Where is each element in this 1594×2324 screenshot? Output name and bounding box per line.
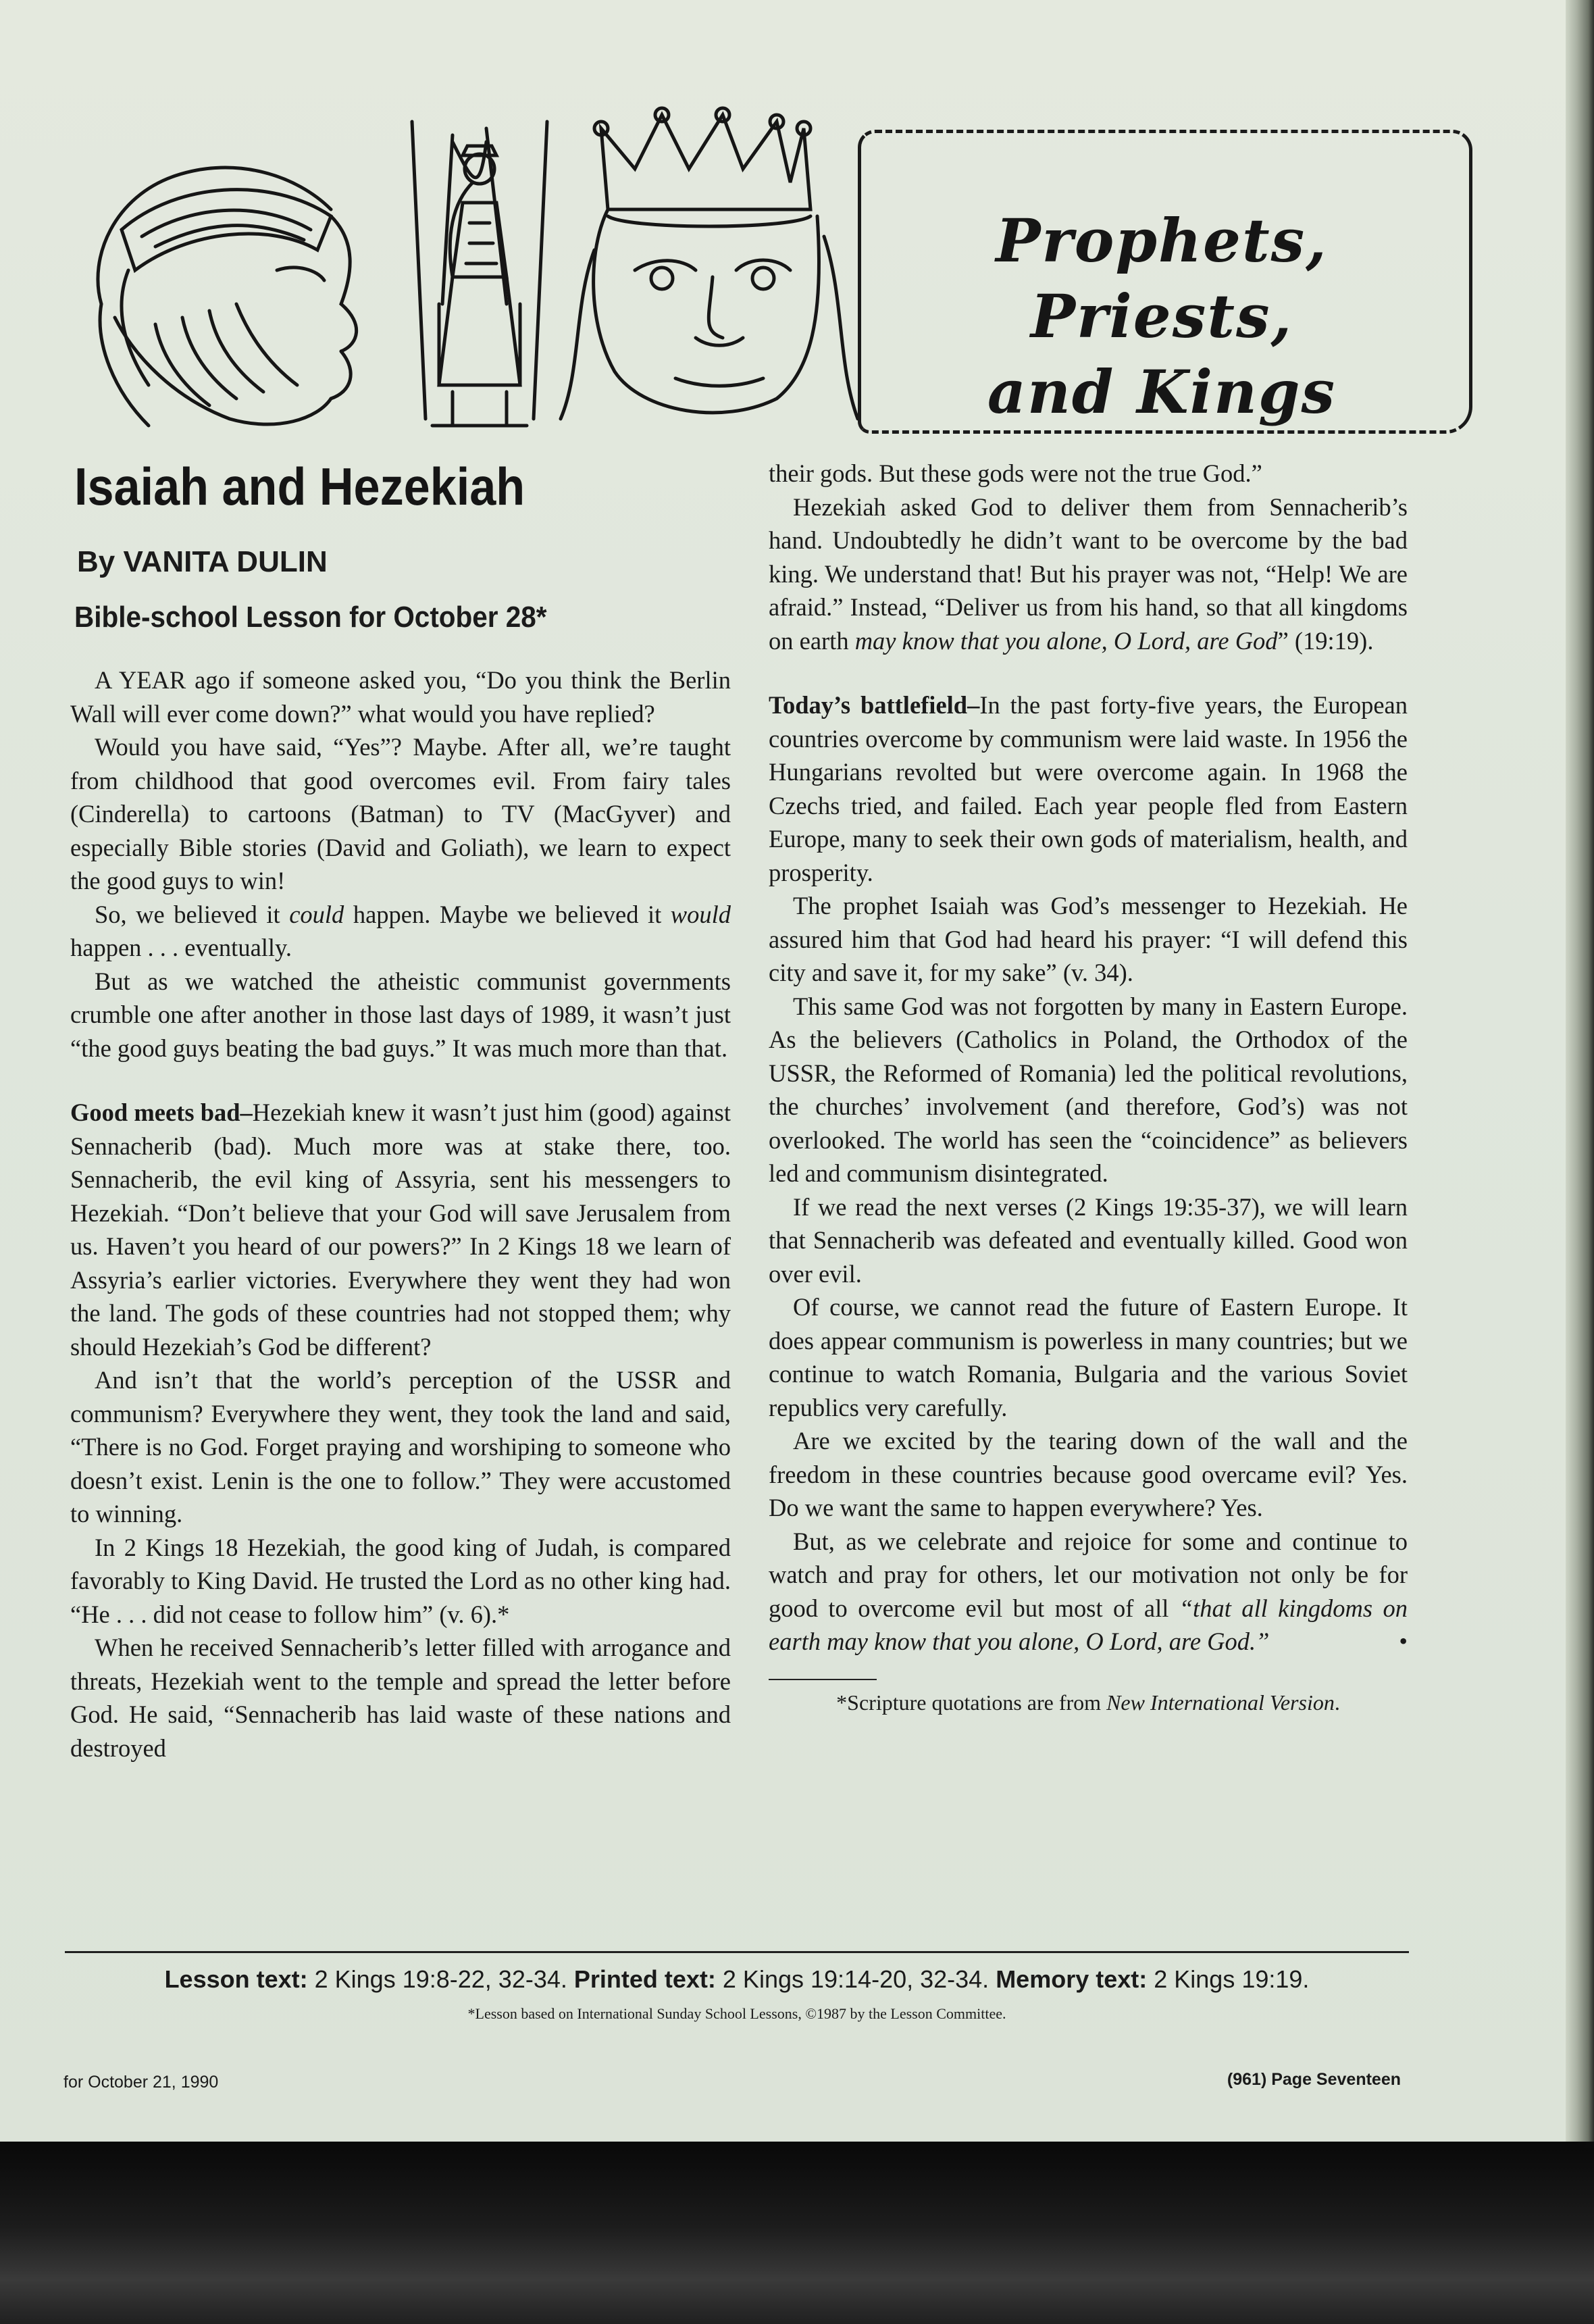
right-column-body (769, 457, 1408, 1717)
copyright-note: *Lesson based on International Sunday School Lessons, ©1987 by the Lesson Committee. (467, 2005, 1006, 2022)
paragraph: A YEAR ago if someone asked you, “Do you think the Berlin Wall will ever come down?” what would you have replied? (70, 666, 731, 728)
paragraph: And isn’t that the world’s perception of the USSR and communism? Everywhere they went, they took the land and said, “There is no God. Forget praying and worshiping to someone who doesn’t exist. Lenin is the one to follow.” They were accustomed to winning. (70, 1366, 731, 1527)
section-heading: Today’s battlefield– (769, 691, 980, 719)
section-heading: Good meets bad– (70, 1098, 253, 1126)
article-title: Isaiah and Hezekiah (74, 457, 525, 516)
paragraph: When he received Sennacherib’s letter filled with arrogance and threats, Hezekiah went to the temple and spread the letter before God. He said, “Sennacherib has laid waste of these nations and destroyed (70, 1634, 731, 1762)
paragraph: So, we believed it could happen. Maybe we believed it would happen . . . eventually. (70, 900, 731, 961)
paragraph: If we read the next verses (2 Kings 19:35-37), we will learn that Sennacherib was defeated and eventually killed. Good won over evil. (769, 1192, 1408, 1288)
paragraph: Would you have said, “Yes”? Maybe. After all, we’re taught from childhood that good overcomes evil. From fairy tales (Cinderella) to cartoons (Batman) to TV (MacGyver) and especially Bible stories (David and Goliath), we learn to expect the good guys to win! (70, 733, 731, 894)
series-title-line2: and Kings (987, 357, 1337, 427)
paragraph: Of course, we cannot read the future of Eastern Europe. It does appear communism is powerless in many countries; but we continue to watch Romania, Bulgaria and the various Soviet republics very carefully. (769, 1293, 1408, 1421)
end-mark: • (1399, 1627, 1408, 1654)
footnote-divider (769, 1679, 877, 1680)
paragraph: This same God was not forgotten by many in Eastern Europe. As the believers (Catholics in Poland, the Orthodox of the USSR, the Reformed of Romania) led the political revolutions, the churches’ involvement (and therefore, God’s) was not overlooked. The world has seen the “coincidence” as believers led and communism disintegrated. (769, 992, 1408, 1187)
scripture-footnote: *Scripture quotations are from New International Version. (836, 1690, 1340, 1715)
paragraph: But as we watched the atheistic communist governments crumble one after another in those last days of 1989, it wasn’t just “the good guys beating the bad guys.” It was much more than that. (70, 967, 731, 1062)
banner (74, 101, 1398, 439)
issue-date: for October 21, 1990 (63, 2073, 219, 2092)
paragraph: Are we excited by the tearing down of the wall and the freedom in these countries because good overcame evil? Yes. Do we want the same to happen everywhere? Yes. (769, 1427, 1408, 1521)
left-column (70, 447, 731, 1765)
bottom-divider (65, 1951, 1409, 1953)
section-good-meets-bad: Good meets bad–Hezekiah knew it wasn’t just him (good) against Sennacherib (bad). Much more was at stake there, too. Sennacherib, the evil king of Assyria, sent his messengers to Hezekiah. “Don’t believe that your God will save Jerusalem from us. Haven’t you heard of our powers?” In 2 Kings 18 we learn of Assyria’s earlier victories. Everywhere they went they had won the land. The gods of these countries had not stopped them; why should Hezekiah’s God be different? (70, 1098, 731, 1361)
lesson-texts: Lesson text: 2 Kings 19:8-22, 32-34. Printed text: 2 Kings 19:14-20, 32-34. Memory text: 2 Kings 19:19. (164, 1965, 1310, 1993)
series-title-line1: Prophets, Priests, (996, 205, 1328, 351)
paragraph: The prophet Isaiah was God’s messenger to Hezekiah. He assured him that God had heard his prayer: “I will defend this city and save it, for my sake” (v. 34). (769, 892, 1408, 986)
byline: By VANITA DULIN (77, 545, 328, 578)
lesson-date-heading: Bible-school Lesson for October 28* (74, 601, 547, 634)
series-title (858, 203, 1466, 430)
prophet-priest-king-illustration (74, 101, 885, 439)
page-number: (961) Page Seventeen (1227, 2070, 1401, 2089)
section-todays-battlefield: Today’s battlefield–In the past forty-five years, the European countries overcome by communism were laid waste. In 1956 the Hungarians revolted but were overcome again. In 1968 the Czechs tried, and failed. Each year people fled from Eastern Europe, many to seek their own gods of materialism, health, and prosperity. (769, 691, 1408, 886)
background-edge (0, 2148, 1594, 2324)
paragraph: In 2 Kings 18 Hezekiah, the good king of Judah, is compared favorably to King David. He trusted the Lord as no other king had. “He . . . did not cease to follow him” (v. 6).* (70, 1533, 731, 1628)
paragraph: But, as we celebrate and rejoice for some and continue to watch and pray for others, let our motivation not only be for good to overcome evil but most of all “that all kingdoms on earth may know that you alone, O Lord, are God.” • (769, 1525, 1408, 1659)
left-column-body (70, 663, 731, 1765)
paragraph: Hezekiah asked God to deliver them from Sennacherib’s hand. Undoubtedly he didn’t want to be overcome by the bad king. We understand that! But his prayer was not, “Help! We are afraid.” Instead, “Deliver us from his hand, so that all kingdoms on earth may know that you alone, O Lord, are God” (19:19). (769, 492, 1408, 655)
page-edge (1566, 0, 1594, 2142)
paragraph: their gods. But these gods were not the true God.” (769, 459, 1262, 487)
right-column (769, 457, 1408, 1717)
